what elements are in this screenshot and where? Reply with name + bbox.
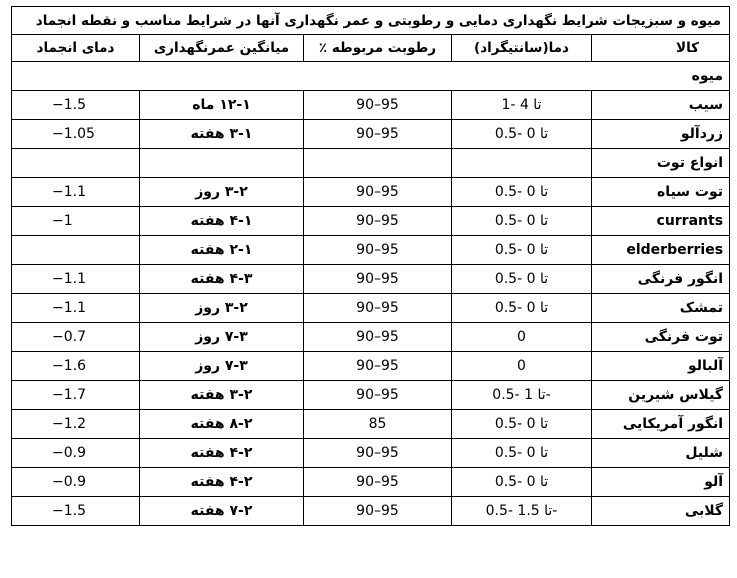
temp-cell: 0.5- تا 0 — [452, 120, 592, 149]
table-row — [12, 410, 730, 439]
humidity-cell: 90–95 — [304, 265, 452, 294]
storage-life-cell: ۳-۲ روز — [140, 178, 304, 207]
humidity-cell: 90–95 — [304, 120, 452, 149]
storage-life-cell: ۴-۲ هفته — [140, 439, 304, 468]
humidity-cell: 90–95 — [304, 294, 452, 323]
empty-cell — [12, 149, 140, 178]
storage-life-cell: ۷-۳ روز — [140, 323, 304, 352]
freezing-cell: −1.1 — [12, 265, 140, 294]
table-title: میوه و سبزیجات شرایط نگهداری دمایی و رطوبتی و عمر نگهداری آنها در شرایط مناسب و نقطه انجماد — [12, 7, 730, 35]
storage-life-cell: ۳-۲ روز — [140, 294, 304, 323]
storage-life-cell: ۴-۲ هفته — [140, 468, 304, 497]
table-row — [12, 207, 730, 236]
section-label-berries: انواع توت — [592, 149, 730, 178]
product-cell: elderberries — [592, 236, 730, 265]
empty-cell — [452, 149, 592, 178]
product-cell: توت فرنگی — [592, 323, 730, 352]
temp-cell: 0.5- تا 1.5- — [452, 497, 592, 526]
freezing-cell: −1.1 — [12, 178, 140, 207]
humidity-cell: 90–95 — [304, 91, 452, 120]
table-row — [12, 236, 730, 265]
freezing-cell: −0.7 — [12, 323, 140, 352]
table-row — [12, 294, 730, 323]
header-storage-life: میانگین عمرنگهداری — [140, 35, 304, 62]
table-row — [12, 497, 730, 526]
temp-cell: 0.5- تا 0 — [452, 265, 592, 294]
humidity-cell: 85 — [304, 410, 452, 439]
freezing-cell: −0.9 — [12, 439, 140, 468]
storage-life-cell: ۳-۱ هفته — [140, 120, 304, 149]
temp-cell: 0 — [452, 323, 592, 352]
product-cell: زردآلو — [592, 120, 730, 149]
product-cell: آلبالو — [592, 352, 730, 381]
freezing-cell — [12, 236, 140, 265]
humidity-cell: 90–95 — [304, 207, 452, 236]
product-cell: سیب — [592, 91, 730, 120]
temp-cell: 0.5- تا 0 — [452, 439, 592, 468]
empty-cell — [304, 149, 452, 178]
table-row — [12, 381, 730, 410]
temp-cell: 0.5- تا 1- — [452, 381, 592, 410]
freezing-cell: −1.05 — [12, 120, 140, 149]
freezing-cell: −0.9 — [12, 468, 140, 497]
product-cell: گلابی — [592, 497, 730, 526]
temp-cell: 0 — [452, 352, 592, 381]
storage-life-cell: ۸-۲ هفته — [140, 410, 304, 439]
product-cell: شلیل — [592, 439, 730, 468]
product-cell: currants — [592, 207, 730, 236]
storage-life-cell: ۲-۱ هفته — [140, 236, 304, 265]
table-row — [12, 439, 730, 468]
storage-life-cell: ۴-۱ هفته — [140, 207, 304, 236]
table-row — [12, 323, 730, 352]
humidity-cell: 90–95 — [304, 178, 452, 207]
freezing-cell: −1.5 — [12, 497, 140, 526]
temp-cell: 1- تا 4 — [452, 91, 592, 120]
table-row — [12, 265, 730, 294]
empty-cell — [140, 149, 304, 178]
freezing-cell: −1.1 — [12, 294, 140, 323]
document-page — [11, 6, 729, 526]
freezing-cell: −1.6 — [12, 352, 140, 381]
header-humidity: رطوبت مربوطه ٪ — [304, 35, 452, 62]
header-temp: دما(سانتیگراد) — [452, 35, 592, 62]
temp-cell: 0.5- تا 0 — [452, 468, 592, 497]
product-cell: انگور فرنگی — [592, 265, 730, 294]
freezing-cell: −1 — [12, 207, 140, 236]
table-row — [12, 352, 730, 381]
table-row — [12, 468, 730, 497]
storage-life-cell: ۴-۳ هفته — [140, 265, 304, 294]
header-freezing: دمای انجماد — [12, 35, 140, 62]
temp-cell: 0.5- تا 0 — [452, 236, 592, 265]
product-cell: آلو — [592, 468, 730, 497]
storage-life-cell: ۳-۲ هفته — [140, 381, 304, 410]
product-cell: تمشک — [592, 294, 730, 323]
temp-cell: 0.5- تا 0 — [452, 294, 592, 323]
header-row — [12, 35, 730, 62]
temp-cell: 0.5- تا 0 — [452, 207, 592, 236]
humidity-cell: 90–95 — [304, 323, 452, 352]
product-cell: انگور آمریکایی — [592, 410, 730, 439]
storage-life-cell: ۷-۲ هفته — [140, 497, 304, 526]
product-cell: گیلاس شیرین — [592, 381, 730, 410]
temp-cell: 0.5- تا 0 — [452, 410, 592, 439]
section-row-fruit — [12, 62, 730, 91]
humidity-cell: 90–95 — [304, 468, 452, 497]
table-row — [12, 120, 730, 149]
freezing-cell: −1.2 — [12, 410, 140, 439]
section-row-berries — [12, 149, 730, 178]
humidity-cell: 90–95 — [304, 236, 452, 265]
table-row — [12, 91, 730, 120]
table-row — [12, 178, 730, 207]
humidity-cell: 90–95 — [304, 352, 452, 381]
freezing-cell: −1.5 — [12, 91, 140, 120]
storage-life-cell: ۷-۳ روز — [140, 352, 304, 381]
storage-life-cell: ۱۲-۱ ماه — [140, 91, 304, 120]
storage-table — [11, 6, 730, 526]
humidity-cell: 90–95 — [304, 381, 452, 410]
humidity-cell: 90–95 — [304, 439, 452, 468]
header-product: کالا — [592, 35, 730, 62]
humidity-cell: 90–95 — [304, 497, 452, 526]
section-label-fruit: میوه — [12, 62, 730, 91]
temp-cell: 0.5- تا 0 — [452, 178, 592, 207]
freezing-cell: −1.7 — [12, 381, 140, 410]
product-cell: توت سیاه — [592, 178, 730, 207]
